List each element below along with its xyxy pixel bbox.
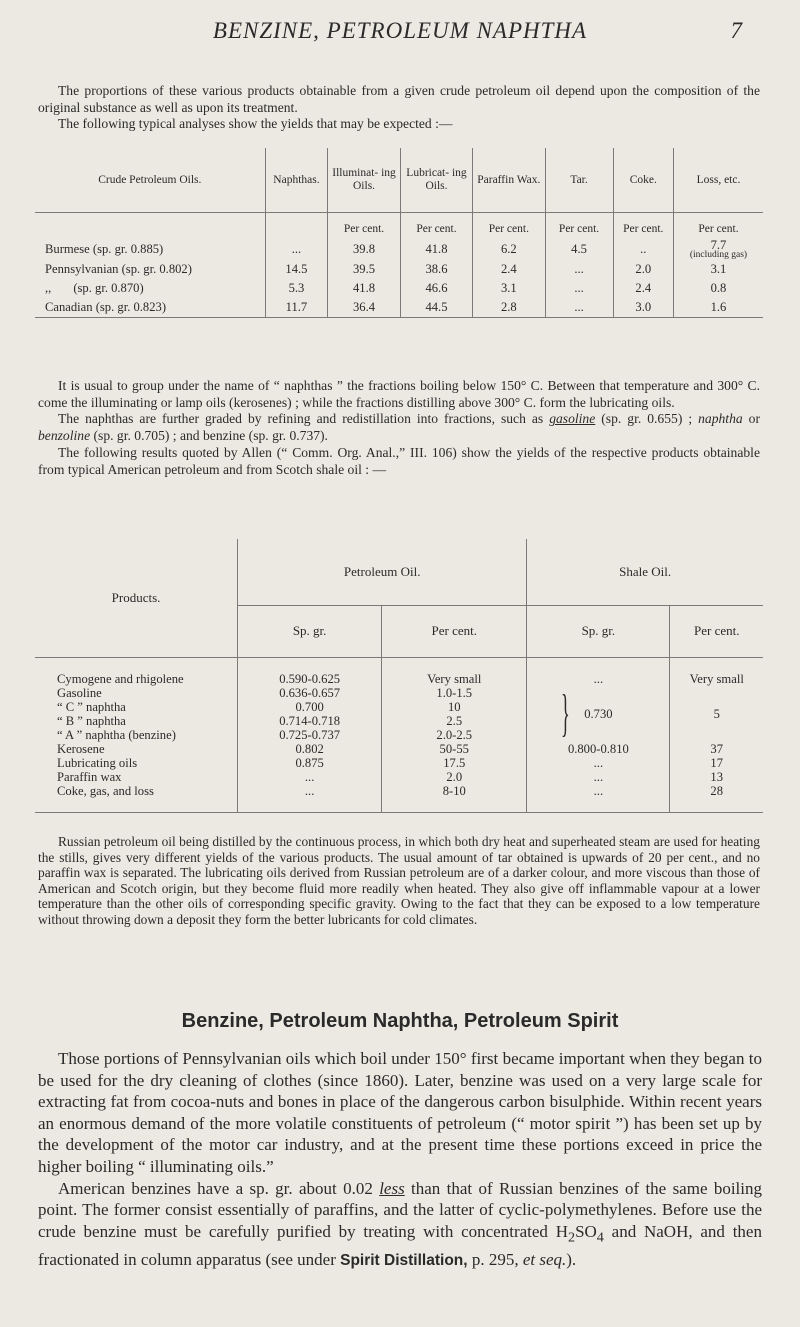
- t2-product: “ A ” naphtha (benzine): [35, 728, 238, 742]
- t2-shale-percent: 13: [710, 769, 724, 784]
- t1-lubricating: 44.5: [400, 298, 472, 318]
- t2-petroleum-spgr: 0.590-0.625: [238, 672, 382, 686]
- t2-sub-percent: Per cent.: [382, 605, 527, 657]
- text-run: and NaOH, and then fractionated in column apparatus (see under: [38, 1221, 762, 1269]
- t1-paraffin: 2.4: [473, 260, 545, 279]
- text-run: than that of Russian benzines of the same boiling point. The former consist essentially of paraffins, and the latter of cyclic-polymethylenes. Before use the crude benzine must be carefully purified by treating with concentrated H: [38, 1178, 763, 1241]
- t1-paraffin: 6.2: [473, 239, 545, 260]
- t1-oil-name: Burmese (sp. gr. 0.885): [35, 239, 265, 260]
- text-run: (sp. gr. 0.705) ; and benzine (sp. gr. 0.737).: [90, 428, 328, 444]
- t1-tar: 4.5: [545, 239, 613, 260]
- running-title: BENZINE, PETROLEUM NAPHTHA: [212, 18, 588, 43]
- t1-lubricating: 38.6: [400, 260, 472, 279]
- table-row: [35, 784, 763, 798]
- t2-petroleum-percent: 1.0-1.5: [382, 686, 527, 700]
- t1-paraffin: 3.1: [473, 279, 545, 298]
- page-number: 7: [730, 18, 742, 43]
- t2-petroleum-spgr: 0.636-0.657: [238, 686, 382, 700]
- table-row: [35, 298, 763, 318]
- t1-naphthas: 11.7: [265, 298, 328, 318]
- t2-petroleum-spgr: 0.714-0.718: [238, 714, 382, 728]
- t1-unit-cell: Per cent.: [400, 213, 472, 240]
- t1-unit-cell: [35, 213, 265, 240]
- fractions-paragraph: It is usual to group under the name of “ naphthas ” the fractions boiling below 150° C. Between that temperature and 300° C. come the illuminating or lamp oils (kerosenes) ; while the fractions distilling above 300° C. form the lubricating oils.: [38, 378, 760, 410]
- table-row: [35, 260, 763, 279]
- t1-naphthas: 5.3: [265, 279, 328, 298]
- russian-paragraph: Russian petroleum oil being distilled by the continuous process, in which both dry heat and superheated steam are used for heating the stills, gives very different yields of the various products. The usual amount of tar obtained is upwards of 20 per cent., and no paraffin wax is separated. The lubricating oils derived from Russian petroleum are of a darker colour, and more viscous than those of American and Scotch origin, but they become fluid more readily when heated. They also give off inflammable vapour at a lower temperature than the other oils of corresponding specific gravity. Owing to the fact that they can be exposed to a low temperature without throwing down a deposit they form the better lubricants for cold climates.: [38, 834, 760, 927]
- spirit-distillation-reference: Spirit Distillation,: [340, 1251, 468, 1269]
- intro-paragraph-1: The proportions of these various products obtainable from a given crude petroleum oil depend upon the composition of the original substance as well as upon its treatment.: [38, 83, 760, 115]
- t2-petroleum-percent: 2.0-2.5: [382, 728, 527, 742]
- running-head: [0, 18, 800, 48]
- t2-petroleum-spgr: ...: [238, 770, 382, 784]
- t1-unit-cell: Per cent.: [328, 213, 400, 240]
- text-run: or: [742, 411, 760, 427]
- text-run: American benzines have a sp. gr. about 0.02: [58, 1178, 380, 1198]
- t1-unit-cell: Per cent.: [698, 223, 739, 235]
- brace-icon: }: [561, 684, 571, 742]
- t2-petroleum-spgr: 0.802: [238, 742, 382, 756]
- gasoline-term: gasoline: [549, 411, 596, 427]
- t2-product: Cymogene and rhigolene: [35, 672, 238, 686]
- t1-oil-name: Canadian (sp. gr. 0.823): [35, 298, 265, 318]
- yields-table: [35, 148, 763, 318]
- t1-loss: 0.8: [710, 281, 727, 295]
- t1-header-tar: Tar.: [545, 148, 613, 213]
- text-run: p. 295,: [467, 1249, 523, 1269]
- t2-sub-spgr: Sp. gr.: [527, 605, 670, 657]
- t1-lubricating: 46.6: [400, 279, 472, 298]
- t1-loss: [673, 239, 763, 260]
- t1-coke: ..: [613, 239, 673, 260]
- t2-shale-percent: Very small: [689, 671, 744, 686]
- t2-sub-spgr: Sp. gr.: [238, 605, 382, 657]
- table-row: [35, 239, 763, 260]
- text-run: (sp. gr. 0.655) ;: [595, 411, 699, 427]
- t2-petroleum-percent: 2.0: [382, 770, 527, 784]
- t1-lubricating: 41.8: [400, 239, 472, 260]
- table-row: [35, 756, 763, 770]
- t2-petroleum-percent: 2.5: [382, 714, 527, 728]
- t1-tar: ...: [545, 279, 613, 298]
- intro-paragraph-2: The following typical analyses show the yields that may be expected :—: [58, 116, 453, 132]
- grading-paragraph: [38, 411, 760, 444]
- t1-illuminating: 41.8: [328, 279, 400, 298]
- t1-header-coke: Coke.: [613, 148, 673, 213]
- t2-product: “ C ” naphtha: [35, 700, 238, 714]
- t1-illuminating: 39.8: [328, 239, 400, 260]
- t1-unit-cell: Per cent.: [473, 213, 545, 240]
- t2-shale-percent: 17: [710, 755, 724, 770]
- text-run: SO: [575, 1221, 597, 1241]
- t2-header-shale: Shale Oil.: [527, 539, 763, 605]
- t2-product: Kerosene: [35, 742, 238, 756]
- table-row: [35, 770, 763, 784]
- table-row: [35, 279, 763, 298]
- less-term: less: [379, 1178, 405, 1198]
- t1-header-naphthas: Naphthas.: [265, 148, 328, 213]
- t1-loss-value: 7.7: [710, 238, 727, 252]
- table-row: [35, 742, 763, 756]
- naphtha-term: naphtha: [698, 411, 743, 427]
- t2-shale-spgr: 0.800-0.810: [527, 742, 670, 756]
- table-row: [35, 672, 763, 686]
- allen-paragraph: The following results quoted by Allen (“ Comm. Org. Anal.,” III. 106) show the yields of the respective products obtainable from typical American petroleum and from Scotch shale oil : —: [38, 444, 760, 477]
- t1-tar: ...: [545, 260, 613, 279]
- t1-coke: 2.4: [613, 279, 673, 298]
- t1-header-lubricating: Lubricat- ing Oils.: [400, 148, 472, 213]
- t1-header-oils: Crude Petroleum Oils.: [35, 148, 265, 213]
- t2-petroleum-percent: Very small: [382, 672, 527, 686]
- section-paragraph-2: [38, 1178, 762, 1272]
- t2-petroleum-percent: 50-55: [382, 742, 527, 756]
- t2-shale-spgr: ...: [527, 756, 670, 770]
- t2-product: “ B ” naphtha: [35, 714, 238, 728]
- t2-petroleum-percent: 8-10: [382, 784, 527, 798]
- t1-loss: 3.1: [710, 262, 727, 276]
- t1-oil-name: Pennsylvanian (sp. gr. 0.802): [35, 260, 265, 279]
- section-heading: Benzine, Petroleum Naphtha, Petroleum Spirit: [181, 1010, 619, 1032]
- t1-coke: 3.0: [613, 298, 673, 318]
- t1-header-illuminating: Illuminat- ing Oils.: [328, 148, 400, 213]
- t2-petroleum-spgr: 0.725-0.737: [238, 728, 382, 742]
- t1-unit-cell: Per cent.: [545, 213, 613, 240]
- subscript: 4: [596, 1229, 604, 1246]
- t2-shale-spgr: ...: [527, 784, 670, 798]
- t1-paraffin: 2.8: [473, 298, 545, 318]
- t2-petroleum-spgr: 0.700: [238, 700, 382, 714]
- et-seq: et seq.: [522, 1249, 567, 1269]
- t1-unit-cell: Per cent.: [613, 213, 673, 240]
- benzoline-term: benzoline: [38, 428, 91, 444]
- t1-header-paraffin: Paraffin Wax.: [473, 148, 545, 213]
- russian-block: [38, 834, 760, 928]
- t2-sub-percent: Per cent.: [670, 605, 763, 657]
- section-paragraph-1: Those portions of Pennsylvanian oils which boil under 150° first became important when they began to be used for the dry cleaning of clothes (since 1860). Later, benzine was used on a very large scale for extracting fat from cocoa-nuts and bones in place of the dangerous carbon bisulphide. Within recent years an enormous demand of the more volatile constituents of petroleum (“ motor spirit ”) has been set up by the development of the motor car industry, and at the present time these portions exceed in price the higher boiling “ illuminating oils.”: [38, 1049, 762, 1176]
- t2-shale-bracket-percent: 5: [713, 706, 720, 721]
- t2-shale-spgr: ...: [527, 770, 670, 784]
- section-body: [38, 1048, 762, 1271]
- t1-loss: 1.6: [673, 298, 763, 318]
- t2-bracket-group: [527, 686, 670, 742]
- t1-oil-name: ,, (sp. gr. 0.870): [35, 279, 265, 298]
- text-run: ).: [566, 1249, 577, 1269]
- t2-product: Lubricating oils: [35, 756, 238, 770]
- t1-loss-note: (including gas): [689, 250, 748, 260]
- t1-unit-cell: [265, 213, 328, 240]
- t1-coke: 2.0: [613, 260, 673, 279]
- subscript: 2: [567, 1229, 576, 1246]
- t1-header-loss: Loss, etc.: [673, 148, 763, 213]
- t2-header-petroleum: Petroleum Oil.: [238, 539, 527, 605]
- t2-shale-bracket-spgr: 0.730: [584, 706, 613, 721]
- products-table: [35, 539, 763, 813]
- t2-shale-spgr: ...: [527, 672, 670, 686]
- t1-unit-row: [35, 213, 763, 240]
- t2-petroleum-percent: 10: [382, 700, 527, 714]
- t2-product: Paraffin wax: [35, 770, 238, 784]
- t1-illuminating: 39.5: [328, 260, 400, 279]
- t2-petroleum-percent: 17.5: [382, 756, 527, 770]
- t2-product: Gasoline: [35, 686, 238, 700]
- t2-shale-percent: 28: [710, 783, 724, 798]
- table-row: [35, 686, 763, 700]
- t2-header-products: Products.: [35, 539, 238, 657]
- t1-naphthas: 14.5: [265, 260, 328, 279]
- t2-petroleum-spgr: ...: [238, 784, 382, 798]
- intro-block: [38, 83, 760, 133]
- middle-block: [38, 378, 760, 478]
- t1-tar: ...: [545, 298, 613, 318]
- text-run: The naphthas are further graded by refining and redistillation into fractions, such as: [58, 411, 550, 427]
- t1-illuminating: 36.4: [328, 298, 400, 318]
- t2-product: Coke, gas, and loss: [35, 784, 238, 798]
- t2-shale-percent: 37: [710, 741, 724, 756]
- t1-naphthas: ...: [265, 239, 328, 260]
- t2-petroleum-spgr: 0.875: [238, 756, 382, 770]
